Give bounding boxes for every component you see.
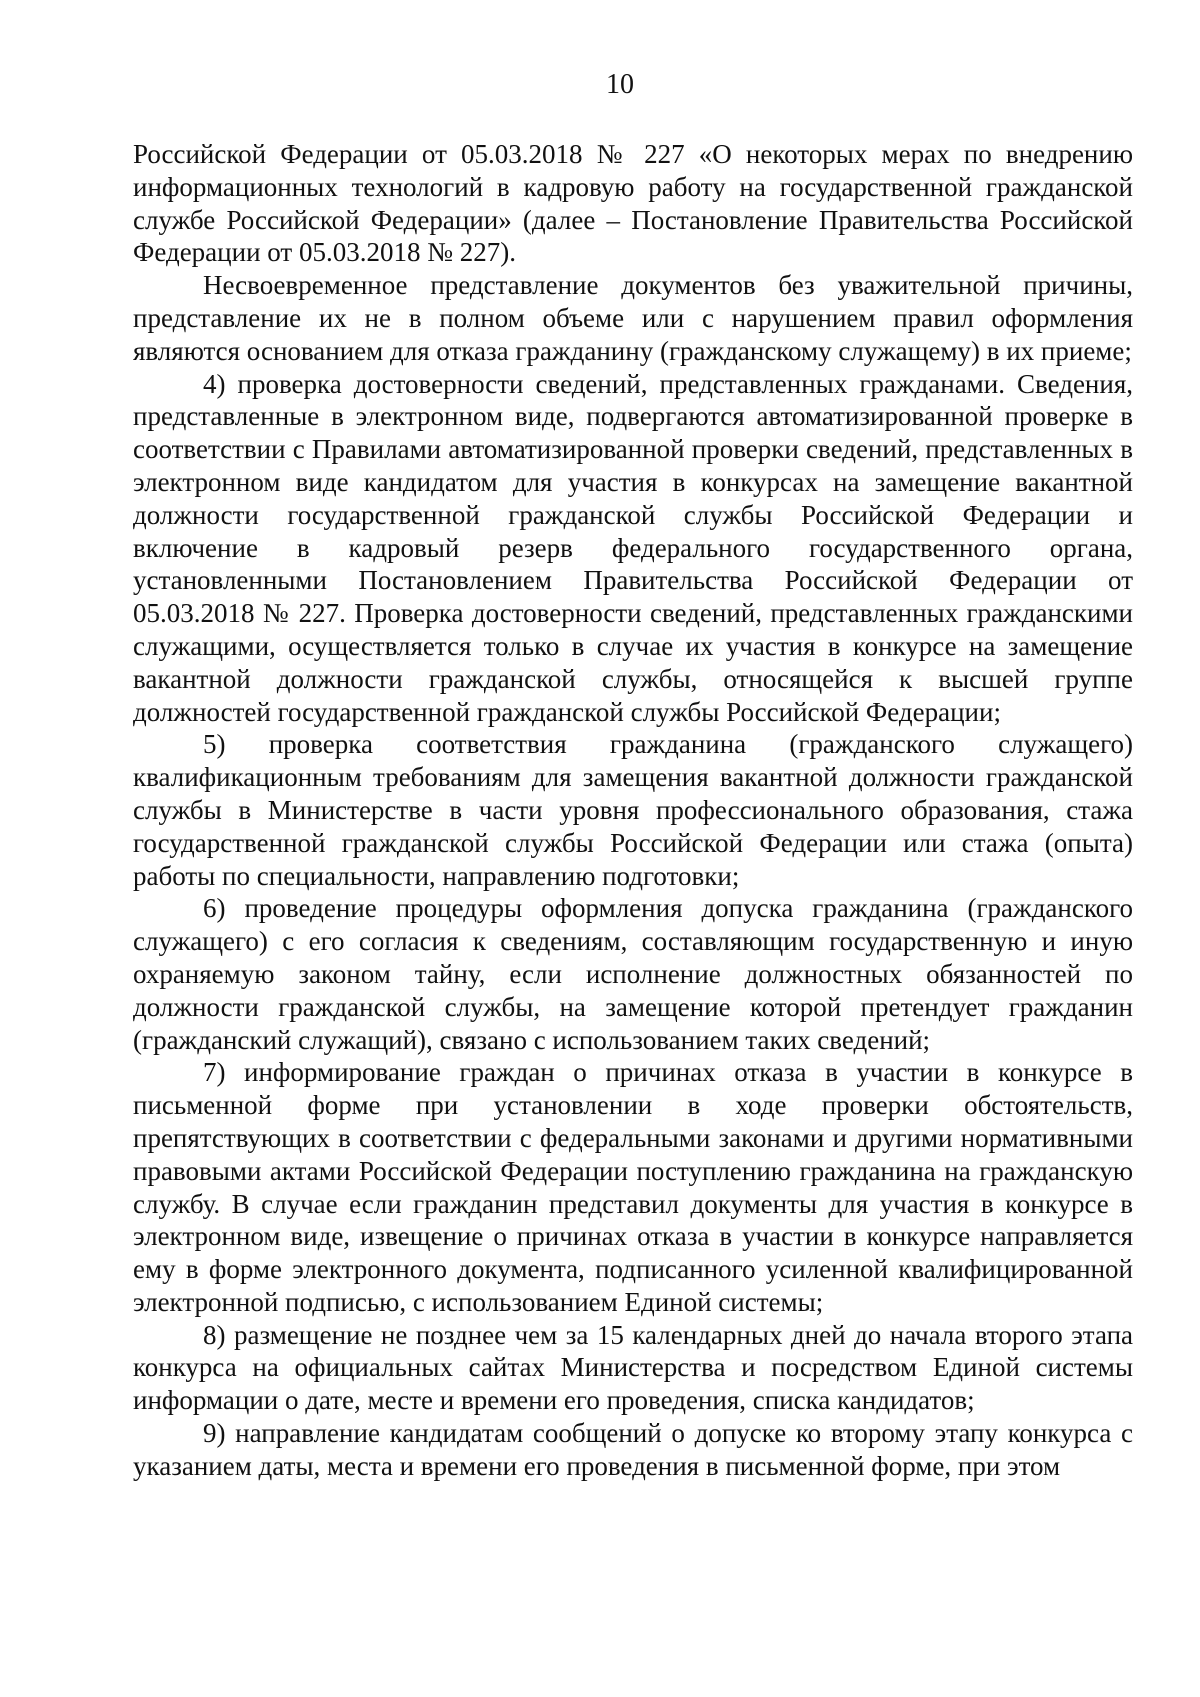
- paragraph-late-submission: Несвоевременное представление документов без уважительной причины, представление их не в полном объеме или с нарушением правил оформления являются основанием для отказа гражданину (гражданскому служащему) в их приеме;: [133, 270, 1133, 366]
- paragraph-item-9: 9) направление кандидатам сообщений о допуске ко второму этапу конкурса с указанием даты, места и времени его проведения в письменной форме, при этом: [133, 1418, 1133, 1481]
- paragraph-item-6: 6) проведение процедуры оформления допуска гражданина (гражданского служащего) с его согласия к сведениям, составляющим государственную и иную охраняемую законом тайну, если исполнение должностных обязанностей по должности гражданской службы, на замещение которой претендует гражданин (гражданский служащий), связано с использованием таких сведений;: [133, 893, 1133, 1055]
- paragraph-continuation: Российской Федерации от 05.03.2018 № 227 «О некоторых мерах по внедрению информационных технологий в кадровую работу на государственной гражданской службе Российской Федерации» (далее – Постановление Правительства Российской Федерации от 05.03.2018 № 227).: [133, 139, 1133, 268]
- paragraph-item-7: 7) информирование граждан о причинах отказа в участии в конкурсе в письменной форме при установлении в ходе проверки обстоятельств, препятствующих в соответствии с федеральными законами и другими нормативными правовыми актами Российской Федерации поступлению гражданина на гражданскую службу. В случае если гражданин представил документы для участия в конкурсе в электронном виде, извещение о причинах отказа в участии в конкурсе направляется ему в форме электронного документа, подписанного усиленной квалифицированной электронной подписью, с использованием Единой системы;: [133, 1057, 1133, 1317]
- document-body: [133, 138, 1133, 1483]
- page-number: 10: [606, 69, 634, 100]
- paragraph-item-4: 4) проверка достоверности сведений, представленных гражданами. Сведения, представленные в электронном виде, подвергаются автоматизированной проверке в соответствии с Правилами автоматизированной проверки сведений, представленных в электронном виде кандидатом для участия в конкурсах на замещение вакантной должности государственной гражданской службы Российской Федерации и включение в кадровый резерв федерального государственного органа, установленными Постановлением Правительства Российской Федерации от 05.03.2018 № 227. Проверка достоверности сведений, представленных гражданскими служащими, осуществляется только в случае их участия в конкурсе на замещение вакантной должности гражданской службы, относящейся к высшей группе должностей государственной гражданской службы Российской Федерации;: [133, 368, 1133, 727]
- paragraph-item-8: 8) размещение не позднее чем за 15 календарных дней до начала второго этапа конкурса на официальных сайтах Министерства и посредством Единой системы информации о дате, месте и времени его проведения, списка кандидатов;: [133, 1319, 1133, 1416]
- paragraph-item-5: 5) проверка соответствия гражданина (гражданского служащего) квалификационным требованиям для замещения вакантной должности гражданской службы в Министерстве в части уровня профессионального образования, стажа государственной гражданской службы Российской Федерации или стажа (опыта) работы по специальности, направлению подготовки;: [133, 729, 1133, 891]
